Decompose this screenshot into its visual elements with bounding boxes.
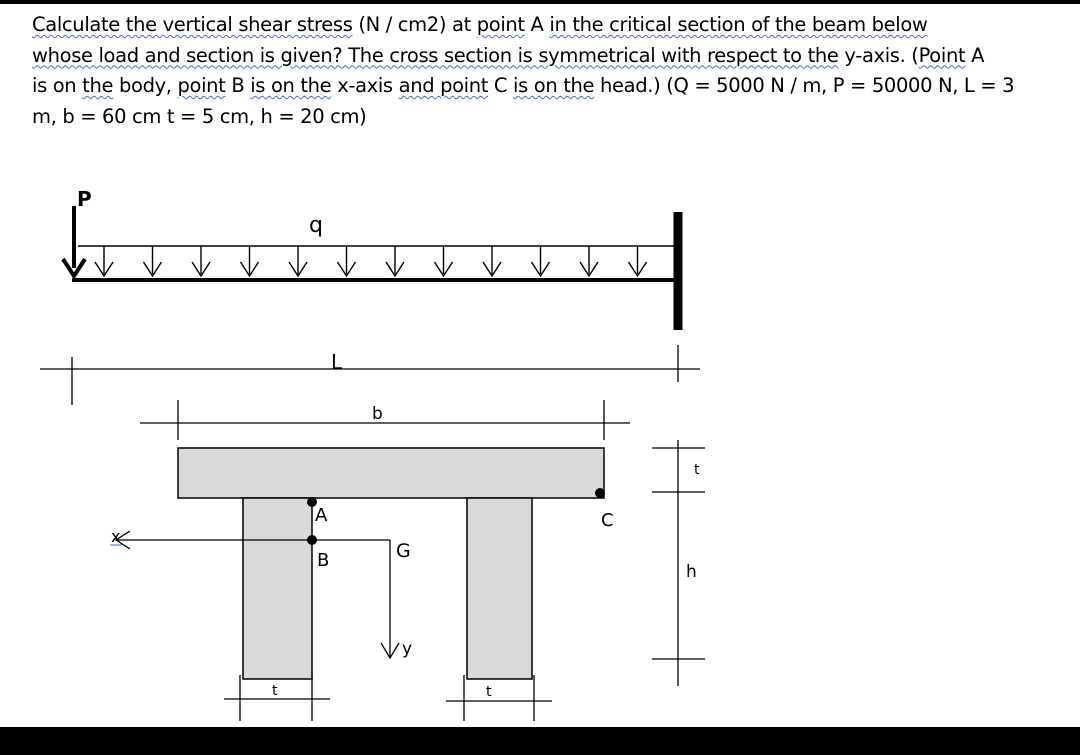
problem-text-segment: Calculate the vertical shear stress	[32, 13, 353, 36]
problem-text-segment: A	[965, 43, 985, 67]
cantilever-beam	[63, 206, 678, 330]
point-C-label: C	[601, 510, 614, 531]
width-dimension	[140, 400, 630, 440]
problem-text-segment: point	[177, 74, 226, 97]
problem-text-segment: C	[488, 74, 514, 97]
height-label: h	[686, 562, 697, 582]
head-thickness-label: t	[694, 462, 700, 478]
point-B-marker	[307, 535, 317, 545]
span-dimension	[40, 345, 700, 405]
problem-text-segment: y-axis. (	[838, 43, 919, 67]
span-label: L	[331, 350, 343, 374]
point-A-label: A	[315, 505, 328, 526]
problem-text-segment: in the critical section of the beam below	[549, 13, 928, 36]
y-axis-label: y	[402, 639, 413, 659]
problem-text-segment: Point	[918, 43, 966, 67]
section-right-leg	[467, 498, 532, 679]
centroid-label: G	[396, 540, 411, 562]
problem-text-segment: the	[82, 74, 114, 97]
width-label: b	[372, 404, 383, 424]
problem-text-segment: m, b = 60 cm t = 5 cm, h = 20 cm)	[32, 104, 367, 128]
problem-text-segment: x-axis	[331, 74, 399, 97]
section-head-flange	[178, 448, 604, 498]
point-B-label: B	[317, 550, 330, 571]
problem-text-segment: point	[476, 13, 525, 36]
problem-text-segment: head.) (Q = 5000 N / m, P = 50000 N, L = 3	[594, 74, 1015, 97]
left-leg-thickness-label: t	[272, 683, 278, 699]
distributed-load-arrows	[95, 246, 647, 276]
problem-text-segment: and point	[398, 74, 489, 97]
problem-text-segment: is on the	[250, 74, 332, 97]
problem-text-segment: (N / cm2) at	[352, 13, 477, 36]
problem-text-segment: is on	[32, 74, 83, 97]
problem-text-segment: whose load and section is given? The cross section is symmetrical with respect to the	[32, 43, 839, 67]
section-left-leg	[243, 498, 312, 679]
problem-text-segment: body,	[113, 74, 178, 97]
problem-text-segment: is on the	[513, 74, 595, 97]
problem-text-segment: B	[225, 74, 251, 97]
load-q-label: q	[309, 213, 323, 238]
cross-section	[178, 448, 604, 679]
load-P-label: P	[77, 187, 92, 211]
right-leg-thickness-label: t	[486, 684, 492, 700]
point-C-marker	[595, 488, 605, 498]
problem-text-segment: A	[524, 13, 550, 36]
x-axis-label: x	[111, 527, 121, 546]
